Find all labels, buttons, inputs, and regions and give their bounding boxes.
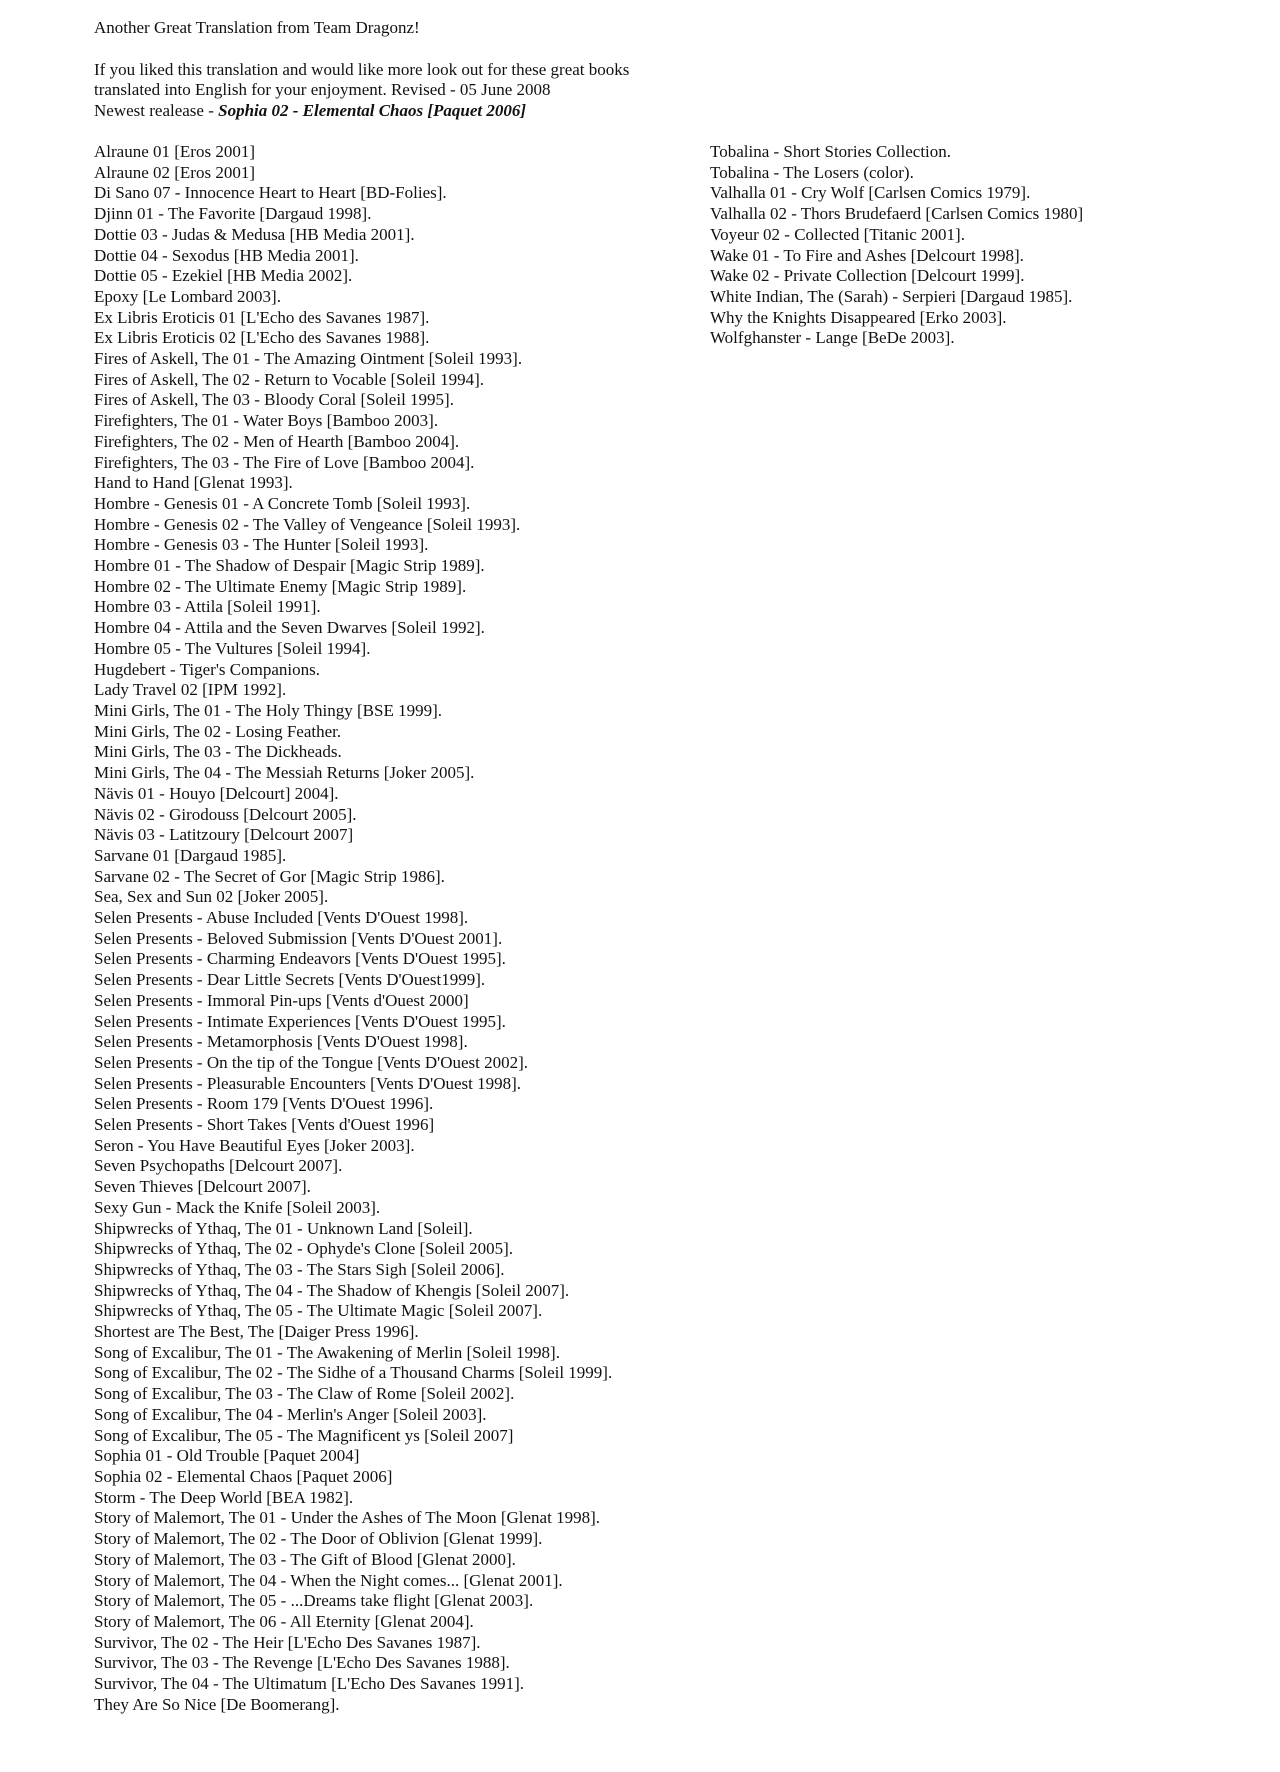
list-item: Sexy Gun - Mack the Knife [Soleil 2003]. [94, 1197, 381, 1217]
list-item: Song of Excalibur, The 02 - The Sidhe of a Thousand Charms [Soleil 1999]. [94, 1363, 613, 1383]
list-item: They Are So Nice [De Boomerang]. [94, 1694, 340, 1714]
list-item: Hombre - Genesis 03 - The Hunter [Soleil 1993]. [94, 535, 429, 555]
list-item: Shipwrecks of Ythaq, The 03 - The Stars Sigh [Soleil 2006]. [94, 1259, 505, 1279]
newest-release-label: Newest realease - [94, 100, 219, 120]
list-item: Hombre - Genesis 02 - The Valley of Vengeance [Soleil 1993]. [94, 514, 521, 534]
list-item: Shortest are The Best, The [Daiger Press 1996]. [94, 1322, 419, 1342]
list-item: Alraune 02 [Eros 2001] [94, 162, 255, 182]
list-item: Hugdebert - Tiger's Companions. [94, 659, 320, 679]
list-item: Fires of Askell, The 02 - Return to Vocable [Soleil 1994]. [94, 369, 485, 389]
list-item: Seron - You Have Beautiful Eyes [Joker 2003]. [94, 1135, 415, 1155]
list-item: Firefighters, The 02 - Men of Hearth [Bamboo 2004]. [94, 431, 460, 451]
list-item: Selen Presents - Room 179 [Vents D'Ouest 1996]. [94, 1094, 434, 1114]
list-item: Selen Presents - Charming Endeavors [Vents D'Ouest 1995]. [94, 949, 506, 969]
list-item: Di Sano 07 - Innocence Heart to Heart [BD-Folies]. [94, 183, 447, 203]
list-item: Mini Girls, The 01 - The Holy Thingy [BSE 1999]. [94, 700, 443, 720]
list-item: Sarvane 02 - The Secret of Gor [Magic Strip 1986]. [94, 866, 445, 886]
header-title: Another Great Translation from Team Dragonz! [94, 18, 420, 37]
list-item: Selen Presents - Pleasurable Encounters [Vents D'Ouest 1998]. [94, 1073, 522, 1093]
list-item: Survivor, The 04 - The Ultimatum [L'Echo Des Savanes 1991]. [94, 1674, 524, 1694]
list-item: Dottie 04 - Sexodus [HB Media 2001]. [94, 245, 359, 265]
list-item: Ex Libris Eroticis 01 [L'Echo des Savanes 1987]. [94, 307, 430, 327]
list-item: Voyeur 02 - Collected [Titanic 2001]. [710, 224, 965, 244]
list-item: Survivor, The 03 - The Revenge [L'Echo Des Savanes 1988]. [94, 1653, 510, 1673]
list-item: Sea, Sex and Sun 02 [Joker 2005]. [94, 887, 329, 907]
list-item: Selen Presents - Beloved Submission [Vents D'Ouest 2001]. [94, 928, 503, 948]
list-item: Hand to Hand [Glenat 1993]. [94, 473, 293, 493]
list-item: Selen Presents - Abuse Included [Vents D'Ouest 1998]. [94, 908, 469, 928]
list-item: Firefighters, The 01 - Water Boys [Bamboo 2003]. [94, 411, 439, 431]
list-item: Firefighters, The 03 - The Fire of Love [Bamboo 2004]. [94, 452, 475, 472]
title-list-left [94, 142, 694, 1715]
list-item: Selen Presents - Metamorphosis [Vents D'Ouest 1998]. [94, 1032, 468, 1052]
list-item: Dottie 03 - Judas & Medusa [HB Media 2001]. [94, 224, 415, 244]
list-item: White Indian, The (Sarah) - Serpieri [Dargaud 1985]. [710, 286, 1073, 306]
list-item: Fires of Askell, The 01 - The Amazing Ointment [Soleil 1993]. [94, 349, 523, 369]
header-line-1: If you liked this translation and would like more look out for these great books [94, 59, 630, 79]
header-block [94, 18, 734, 121]
list-item: Sophia 02 - Elemental Chaos [Paquet 2006] [94, 1467, 393, 1486]
list-item: Selen Presents - Intimate Experiences [Vents D'Ouest 1995]. [94, 1011, 506, 1031]
list-item: Nävis 03 - Latitzoury [Delcourt 2007] [94, 825, 354, 845]
list-item: Seven Thieves [Delcourt 2007]. [94, 1177, 311, 1197]
list-item: Seven Psychopaths [Delcourt 2007]. [94, 1156, 343, 1176]
list-item: Mini Girls, The 03 - The Dickheads. [94, 742, 342, 762]
list-item: Sophia 01 - Old Trouble [Paquet 2004] [94, 1446, 360, 1466]
list-item: Shipwrecks of Ythaq, The 02 - Ophyde's Clone [Soleil 2005]. [94, 1239, 514, 1259]
list-item: Shipwrecks of Ythaq, The 01 - Unknown Land [Soleil]. [94, 1218, 473, 1238]
list-item: Selen Presents - On the tip of the Tongue [Vents D'Ouest 2002]. [94, 1052, 529, 1072]
list-item: Hombre 03 - Attila [Soleil 1991]. [94, 597, 321, 617]
list-item: Story of Malemort, The 01 - Under the Ashes of The Moon [Glenat 1998]. [94, 1508, 600, 1528]
list-item: Fires of Askell, The 03 - Bloody Coral [Soleil 1995]. [94, 390, 454, 410]
list-item: Hombre 04 - Attila and the Seven Dwarves [Soleil 1992]. [94, 618, 485, 638]
list-item: Song of Excalibur, The 01 - The Awakening of Merlin [Soleil 1998]. [94, 1342, 560, 1362]
list-item: Sarvane 01 [Dargaud 1985]. [94, 845, 287, 865]
list-item: Alraune 01 [Eros 2001] [94, 142, 255, 161]
newest-release [94, 101, 734, 122]
list-item: Ex Libris Eroticis 02 [L'Echo des Savanes 1988]. [94, 328, 430, 348]
list-item: Hombre 02 - The Ultimate Enemy [Magic Strip 1989]. [94, 576, 467, 596]
list-item: Story of Malemort, The 03 - The Gift of Blood [Glenat 2000]. [94, 1549, 516, 1569]
list-item: Nävis 01 - Houyo [Delcourt] 2004]. [94, 783, 339, 803]
list-item: Mini Girls, The 04 - The Messiah Returns [Joker 2005]. [94, 763, 475, 783]
list-item: Story of Malemort, The 04 - When the Night comes... [Glenat 2001]. [94, 1570, 563, 1590]
newest-release-title: Sophia 02 - Elemental Chaos [Paquet 2006] [218, 100, 527, 120]
list-item: Djinn 01 - The Favorite [Dargaud 1998]. [94, 204, 372, 224]
list-item: Tobalina - The Losers (color). [710, 162, 914, 182]
list-item: Survivor, The 02 - The Heir [L'Echo Des Savanes 1987]. [94, 1632, 481, 1652]
list-item: Selen Presents - Short Takes [Vents d'Ouest 1996] [94, 1115, 435, 1135]
spacer [94, 39, 734, 60]
list-item: Tobalina - Short Stories Collection. [710, 142, 952, 161]
list-item: Hombre 01 - The Shadow of Despair [Magic Strip 1989]. [94, 556, 485, 576]
list-item: Song of Excalibur, The 05 - The Magnificent ys [Soleil 2007] [94, 1425, 514, 1445]
list-item: Selen Presents - Dear Little Secrets [Vents D'Ouest1999]. [94, 970, 486, 990]
list-item: Shipwrecks of Ythaq, The 05 - The Ultimate Magic [Soleil 2007]. [94, 1301, 543, 1321]
list-item: Epoxy [Le Lombard 2003]. [94, 286, 281, 306]
list-item: Wolfghanster - Lange [BeDe 2003]. [710, 328, 955, 348]
list-item: Wake 01 - To Fire and Ashes [Delcourt 1998]. [710, 245, 1024, 265]
list-item: Hombre - Genesis 01 - A Concrete Tomb [Soleil 1993]. [94, 493, 471, 513]
list-item: Dottie 05 - Ezekiel [HB Media 2002]. [94, 266, 353, 286]
list-item: Valhalla 02 - Thors Brudefaerd [Carlsen Comics 1980] [710, 204, 1084, 224]
list-item: Why the Knights Disappeared [Erko 2003]. [710, 307, 1007, 327]
list-item: Story of Malemort, The 02 - The Door of Oblivion [Glenat 1999]. [94, 1529, 543, 1549]
list-item: Story of Malemort, The 05 - ...Dreams take flight [Glenat 2003]. [94, 1591, 534, 1611]
list-item: Mini Girls, The 02 - Losing Feather. [94, 721, 342, 741]
list-item: Nävis 02 - Girodouss [Delcourt 2005]. [94, 804, 357, 824]
list-item: Wake 02 - Private Collection [Delcourt 1999]. [710, 266, 1025, 286]
list-item: Hombre 05 - The Vultures [Soleil 1994]. [94, 638, 371, 658]
list-item: Valhalla 01 - Cry Wolf [Carlsen Comics 1979]. [710, 183, 1031, 203]
list-item: Lady Travel 02 [IPM 1992]. [94, 680, 287, 700]
header-line-2: translated into English for your enjoyment. Revised - 05 June 2008 [94, 80, 551, 99]
list-item: Selen Presents - Immoral Pin-ups [Vents d'Ouest 2000] [94, 990, 469, 1010]
list-item: Storm - The Deep World [BEA 1982]. [94, 1487, 354, 1507]
list-item: Song of Excalibur, The 03 - The Claw of Rome [Soleil 2002]. [94, 1384, 515, 1404]
title-list-right [710, 142, 1230, 349]
list-item: Shipwrecks of Ythaq, The 04 - The Shadow of Khengis [Soleil 2007]. [94, 1280, 570, 1300]
list-item: Song of Excalibur, The 04 - Merlin's Anger [Soleil 2003]. [94, 1404, 487, 1424]
list-item: Story of Malemort, The 06 - All Eternity [Glenat 2004]. [94, 1611, 474, 1631]
